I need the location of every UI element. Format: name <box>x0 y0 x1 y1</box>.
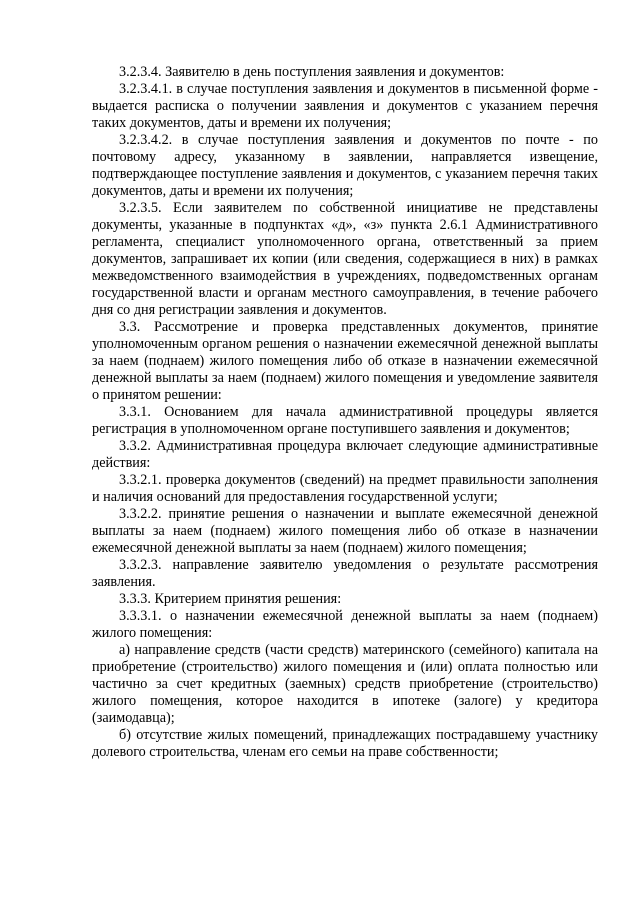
paragraph-3-3-3-1: 3.3.3.1. о назначении ежемесячной денежной выплаты за наем (поднаем) жилого помещения: <box>92 608 598 641</box>
paragraph-3-2-3-4: 3.2.3.4. Заявителю в день поступления заявления и документов: <box>119 64 505 80</box>
paragraph-3-2-3-4-1: 3.2.3.4.1. в случае поступления заявления и документов в письменной форме - выдается расписка о получении заявления и документов с указанием перечня таких документов, даты и времени их получения; <box>92 81 598 131</box>
paragraph-3-3-2-1: 3.3.2.1. проверка документов (сведений) на предмет правильности заполнения и наличия оснований для предоставления государственной услуги; <box>92 472 598 505</box>
paragraph-3-3-2: 3.3.2. Административная процедура включает следующие административные действия: <box>92 438 598 471</box>
paragraph-item-a: а) направление средств (части средств) материнского (семейного) капитала на приобретение (строительство) жилого помещения и (или) оплата полностью или частично за счет кредитных (заемных) средств приобретение (строительство) жилого помещения, которое находится в ипотеке (залоге) у кредитора (заимодавца); <box>92 642 598 726</box>
paragraph-3-3: 3.3. Рассмотрение и проверка представленных документов, принятие уполномоченным органом решения о назначении ежемесячной денежной выплаты за наем (поднаем) жилого помещения либо об отказе в назначении ежемесячной денежной выплаты за наем (поднаем) жилого помещения и уведомление заявителя о принятом решении: <box>92 319 598 403</box>
paragraph-item-b: б) отсутствие жилых помещений, принадлежащих пострадавшему участнику долевого строительства, членам его семьи на праве собственности; <box>92 727 598 760</box>
paragraph-3-3-1: 3.3.1. Основанием для начала административной процедуры является регистрация в уполномоченном органе поступившего заявления и документов; <box>92 404 598 437</box>
paragraph-3-3-3: 3.3.3. Критерием принятия решения: <box>119 591 342 607</box>
paragraph-3-2-3-5: 3.2.3.5. Если заявителем по собственной инициативе не представлены документы, указанные в подпунктах «д», «з» пункта 2.6.1 Административного регламента, специалист уполномоченного органа, ответственный за прием документов, запрашивает их копии (или сведения, содержащиеся в них) в рамках межведомственного взаимодействия в учреждениях, подведомственных органам государственной власти и органам местного самоуправления, в течение рабочего дня со дня регистрации заявления и документов. <box>92 200 598 318</box>
paragraph-3-3-2-2: 3.3.2.2. принятие решения о назначении и выплате ежемесячной денежной выплаты за наем (поднаем) жилого помещения либо об отказе в назначении ежемесячной денежной выплаты за наем (поднаем) жилого помещения; <box>92 506 598 556</box>
paragraph-3-3-2-3: 3.3.2.3. направление заявителю уведомления о результате рассмотрения заявления. <box>92 557 598 590</box>
paragraph-3-2-3-4-2: 3.2.3.4.2. в случае поступления заявления и документов по почте - по почтовому адресу, указанному в заявлении, направляется извещение, подтверждающее поступление заявления и документов, с указанием перечня таких документов, даты и времени их получения; <box>92 132 598 199</box>
document-body <box>92 64 598 761</box>
